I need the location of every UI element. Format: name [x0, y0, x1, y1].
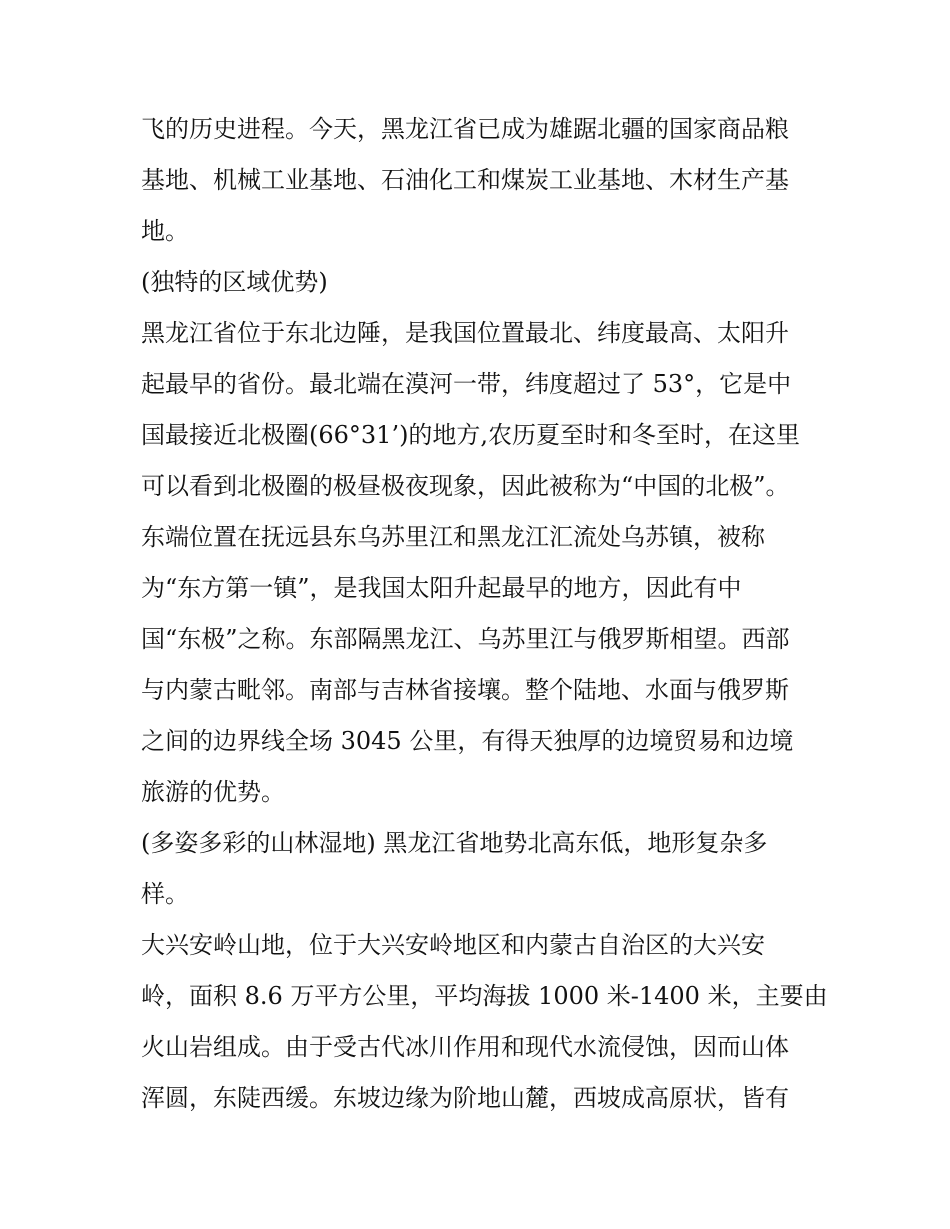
text-line: 国最接近北极圈(66°31’)的地方,农历夏至时和冬至时，在这里	[141, 421, 801, 449]
text-line: 岭，面积 8.6 万平方公里，平均海拔 1000 米-1400 米，主要由	[141, 982, 828, 1010]
text-line: 东端位置在抚远县东乌苏里江和黑龙江汇流处乌苏镇，被称	[141, 523, 765, 551]
section-heading: (多姿多彩的山林湿地) 黑龙江省地势北高东低，地形复杂多	[141, 829, 768, 857]
text-line: 为“东方第一镇”，是我国太阳升起最早的地方，因此有中	[141, 574, 742, 602]
text-line: 浑圆，东陡西缓。东坡边缘为阶地山麓，西坡成高原状，皆有	[141, 1084, 789, 1112]
text-line: 火山岩组成。由于受古代冰川作用和现代水流侵蚀，因而山体	[141, 1033, 789, 1061]
text-line: 地。	[141, 217, 189, 245]
text-line: 黑龙江省位于东北边陲，是我国位置最北、纬度最高、太阳升	[141, 319, 789, 347]
text-line: 国“东极”之称。东部隔黑龙江、乌苏里江与俄罗斯相望。西部	[141, 625, 790, 653]
text-line: 飞的历史进程。今天，黑龙江省已成为雄踞北疆的国家商品粮	[141, 115, 789, 143]
document-body	[141, 104, 828, 1124]
text-line: 旅游的优势。	[141, 778, 285, 806]
section-heading: (独特的区域优势)	[141, 268, 328, 296]
text-line: 大兴安岭山地，位于大兴安岭地区和内蒙古自治区的大兴安	[141, 931, 765, 959]
text-line: 样。	[141, 880, 189, 908]
text-line: 与内蒙古毗邻。南部与吉林省接壤。整个陆地、水面与俄罗斯	[141, 676, 789, 704]
text-line: 可以看到北极圈的极昼极夜现象，因此被称为“中国的北极”。	[141, 472, 790, 500]
text-line: 基地、机械工业基地、石油化工和煤炭工业基地、木材生产基	[141, 166, 789, 194]
text-line: 之间的边界线全场 3045 公里，有得天独厚的边境贸易和边境	[141, 727, 794, 755]
text-line: 起最早的省份。最北端在漠河一带，纬度超过了 53°，它是中	[141, 370, 792, 398]
